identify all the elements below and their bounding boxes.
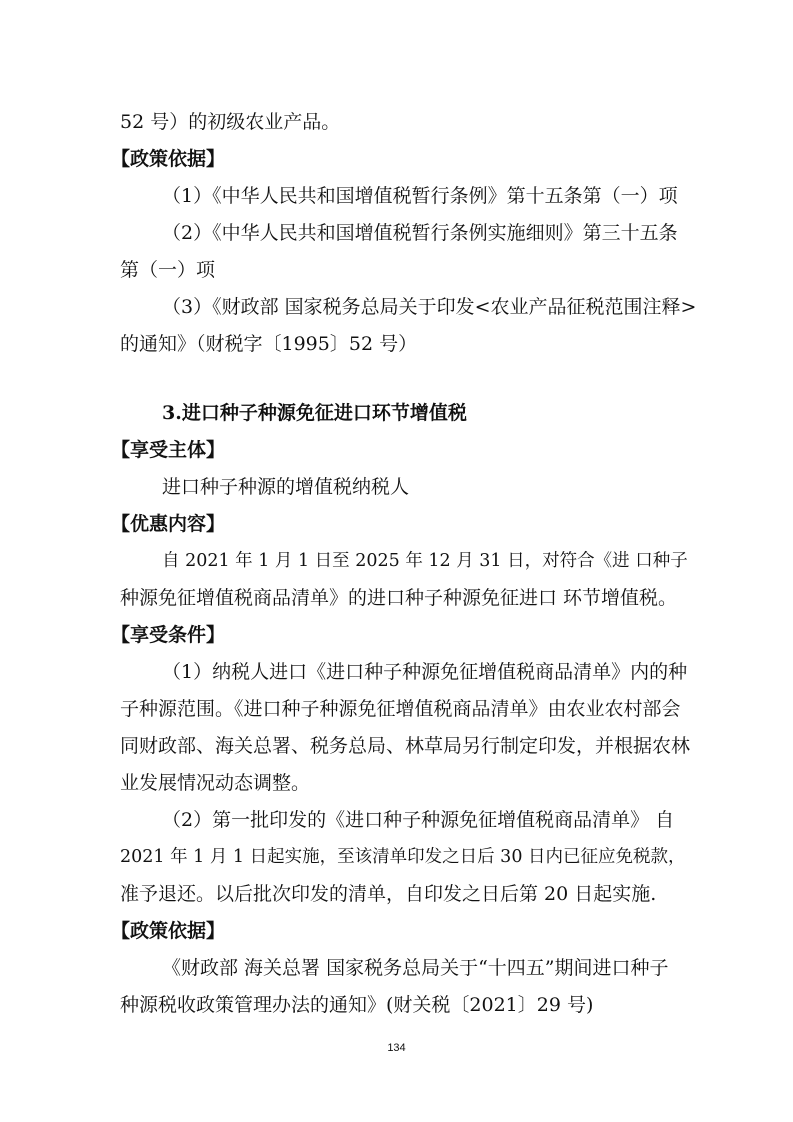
text-line: 同财政部、海关总署、税务总局、林草局另行制定印发，并根据农林 (120, 735, 691, 757)
text-line: 2021 年 1 月 1 日起实施，至该清单印发之日后 30 日内已征应免税款， (120, 847, 686, 867)
text-line: 自 2021 年 1 月 1 日至 2025 年 12 月 31 日，对符合《进 口种子 (162, 551, 688, 571)
text-line: 子种源范围。《进口种子种源免征增值税商品清单》由农业农村部会 (120, 698, 681, 720)
item-title: 3.进口种子种源免征进口环节增值税 (162, 402, 467, 424)
page-number: 134 (387, 1042, 406, 1054)
text-line: 进口种子种源的增值税纳税人 (162, 476, 410, 498)
section-heading: 【政策依据】 (111, 920, 226, 942)
text-line: （1）纳税人进口《进口种子种源免征增值税商品清单》内的种 (162, 661, 688, 683)
text-line: 业发展情况动态调整。 (120, 772, 311, 794)
text-line: 的通知》（财税字〔1995〕52 号） (120, 333, 418, 355)
section-heading: 【享受主体】 (111, 439, 226, 461)
text-line: 《财政部 海关总署 国家税务总局关于“十四五”期间进口种子 (162, 957, 669, 979)
text-line: 种源税收政策管理办法的通知》(财关税〔2021〕29 号) (120, 994, 594, 1016)
text-line: （3）《财政部 国家税务总局关于印发<农业产品征税范围注释> (162, 296, 697, 318)
text-line: 准予退还。以后批次印发的清单，自印发之日后第 20 日起实施. (120, 883, 657, 905)
text-line: （2）第一批印发的《进口种子种源免征增值税商品清单》 自 (162, 809, 675, 831)
text-line: 种源免征增值税商品清单》的进口种子种源免征进口 环节增值税。 (120, 587, 678, 609)
section-heading: 【政策依据】 (111, 148, 226, 170)
text-line: 第（一）项 (120, 259, 216, 281)
text-line: （2）《中华人民共和国增值税暂行条例实施细则》第三十五条 (162, 222, 678, 244)
text-line: （1）《中华人民共和国增值税暂行条例》第十五条第（一）项 (162, 185, 678, 207)
section-heading: 【享受条件】 (111, 624, 226, 646)
text-line: 52 号）的初级农业产品。 (120, 111, 341, 133)
section-heading: 【优惠内容】 (111, 513, 226, 535)
